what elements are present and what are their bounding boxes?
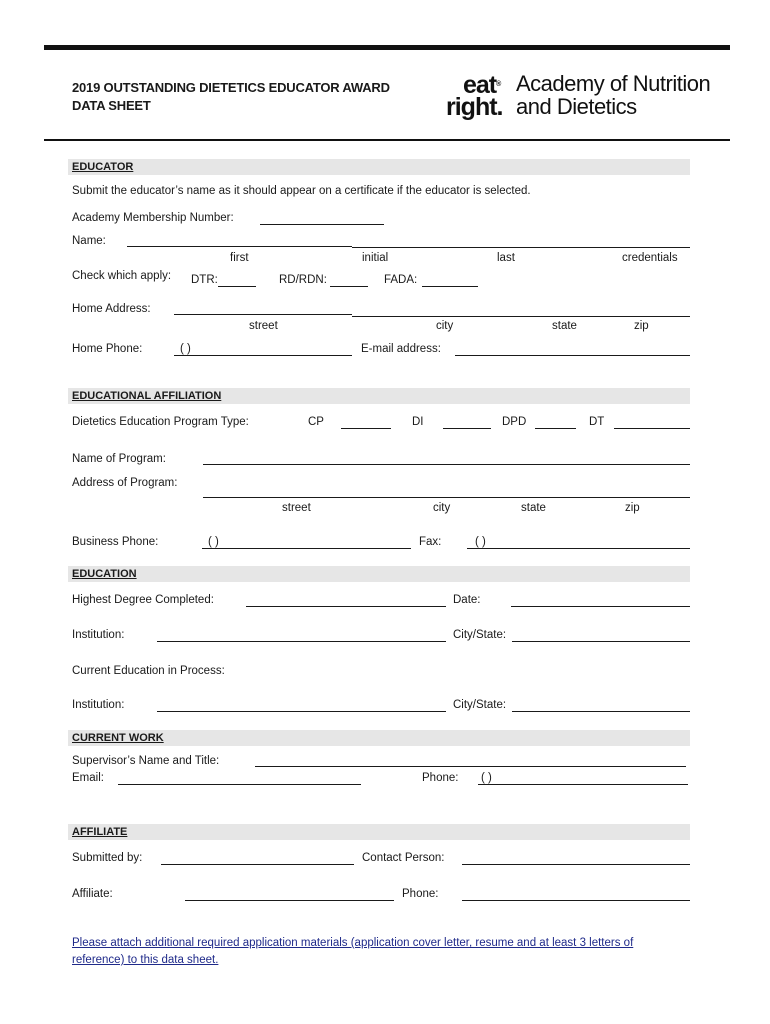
dtr-label: DTR:	[191, 274, 218, 286]
submitted-by-label: Submitted by:	[72, 852, 143, 864]
affiliate-phone-label: Phone:	[402, 888, 439, 900]
email-label: E-mail address:	[361, 343, 441, 355]
addr-sub-state: state	[552, 320, 577, 332]
dpd-label: DPD	[502, 416, 527, 428]
institution-city-state-field[interactable]	[512, 641, 690, 642]
fax-area-code: ( )	[475, 536, 486, 548]
section-heading-affiliation: EDUCATIONAL AFFILIATION	[72, 390, 222, 402]
di-label: DI	[412, 416, 424, 428]
form-title: 2019 OUTSTANDING DIETETICS EDUCATOR AWARD	[72, 80, 390, 95]
cp-label: CP	[308, 416, 324, 428]
name-sub-initial: initial	[362, 252, 389, 264]
work-phone-area-code: ( )	[481, 772, 492, 784]
current-institution-label: Institution:	[72, 699, 125, 711]
home-phone-area-code: ( )	[180, 343, 191, 355]
highest-degree-field[interactable]	[246, 606, 446, 607]
current-city-state-field[interactable]	[512, 711, 690, 712]
addr-sub-city: city	[436, 320, 454, 332]
program-name-field[interactable]	[203, 464, 690, 465]
institution-label: Institution:	[72, 629, 125, 641]
rdrdn-label: RD/RDN:	[279, 274, 327, 286]
work-email-label: Email:	[72, 772, 104, 784]
home-address-label: Home Address:	[72, 303, 151, 315]
program-name-label: Name of Program:	[72, 453, 166, 465]
educator-instructions: Submit the educator’s name as it should appear on a certificate if the educator is selected.	[72, 185, 531, 197]
section-heading-education: EDUCATION	[72, 568, 137, 580]
program-sub-state: state	[521, 502, 546, 514]
membership-label: Academy Membership Number:	[72, 212, 234, 224]
addr-sub-street: street	[249, 320, 278, 332]
affiliate-field[interactable]	[185, 900, 394, 901]
degree-date-field[interactable]	[511, 606, 690, 607]
section-band-affiliate	[68, 824, 690, 840]
home-phone-field[interactable]	[174, 355, 352, 356]
rdrdn-field[interactable]	[330, 286, 368, 287]
section-band-educator	[68, 159, 690, 175]
date-label: Date:	[453, 594, 481, 606]
dt-label: DT	[589, 416, 605, 428]
current-education-label: Current Education in Process:	[72, 665, 225, 677]
business-phone-field[interactable]	[202, 548, 411, 549]
work-phone-field[interactable]	[478, 784, 688, 785]
dt-field[interactable]	[614, 428, 690, 429]
section-band-education	[68, 566, 690, 582]
email-field[interactable]	[455, 355, 690, 356]
fax-label: Fax:	[419, 536, 442, 548]
affiliate-label: Affiliate:	[72, 888, 113, 900]
contact-person-label: Contact Person:	[362, 852, 445, 864]
name-rest-field[interactable]	[352, 247, 690, 248]
fax-field[interactable]	[467, 548, 690, 549]
name-label: Name:	[72, 235, 106, 247]
dtr-field[interactable]	[218, 286, 256, 287]
check-label: Check which apply:	[72, 270, 172, 282]
work-email-field[interactable]	[118, 784, 361, 785]
program-sub-zip: zip	[625, 502, 640, 514]
affiliate-phone-field[interactable]	[462, 900, 690, 901]
program-sub-city: city	[433, 502, 451, 514]
submitted-by-field[interactable]	[161, 864, 354, 865]
dpd-field[interactable]	[535, 428, 576, 429]
institution-field[interactable]	[157, 641, 446, 642]
section-heading-affiliate: AFFILIATE	[72, 826, 128, 838]
program-address-label: Address of Program:	[72, 477, 178, 489]
header-rule	[44, 139, 730, 141]
org-name-line2: and Dietetics	[516, 94, 637, 119]
highest-degree-label: Highest Degree Completed:	[72, 594, 214, 606]
city-state-label: City/State:	[453, 629, 507, 641]
addr-sub-zip: zip	[634, 320, 649, 332]
section-heading-work: CURRENT WORK	[72, 732, 164, 744]
name-sub-first: first	[230, 252, 249, 264]
work-phone-label: Phone:	[422, 772, 459, 784]
fada-field[interactable]	[422, 286, 478, 287]
contact-person-field[interactable]	[462, 864, 690, 865]
program-type-label: Dietetics Education Program Type:	[72, 416, 249, 428]
name-sub-credentials: credentials	[622, 252, 678, 264]
supervisor-field[interactable]	[255, 766, 686, 767]
top-rule	[44, 45, 730, 50]
business-phone-label: Business Phone:	[72, 536, 159, 548]
current-institution-field[interactable]	[157, 711, 446, 712]
program-address-field[interactable]	[203, 497, 690, 498]
supervisor-label: Supervisor’s Name and Title:	[72, 755, 220, 767]
first-name-field[interactable]	[127, 246, 352, 247]
current-city-state-label: City/State:	[453, 699, 507, 711]
org-name-line1: Academy of Nutrition	[516, 71, 711, 96]
name-sub-last: last	[497, 252, 515, 264]
business-phone-area-code: ( )	[208, 536, 219, 548]
attachment-note: Please attach additional required application materials (application cover letter, resume and at least 3 letters of reference) to this data sheet.	[72, 937, 634, 966]
membership-number-field[interactable]	[260, 224, 384, 225]
home-street-field[interactable]	[174, 314, 352, 315]
home-phone-label: Home Phone:	[72, 343, 143, 355]
section-heading-educator: EDUCATOR	[72, 161, 134, 173]
program-sub-street: street	[282, 502, 311, 514]
di-field[interactable]	[443, 428, 491, 429]
home-city-state-zip-field[interactable]	[352, 316, 690, 317]
form-subtitle: DATA SHEET	[72, 98, 151, 113]
fada-label: FADA:	[384, 274, 418, 286]
cp-field[interactable]	[341, 428, 391, 429]
